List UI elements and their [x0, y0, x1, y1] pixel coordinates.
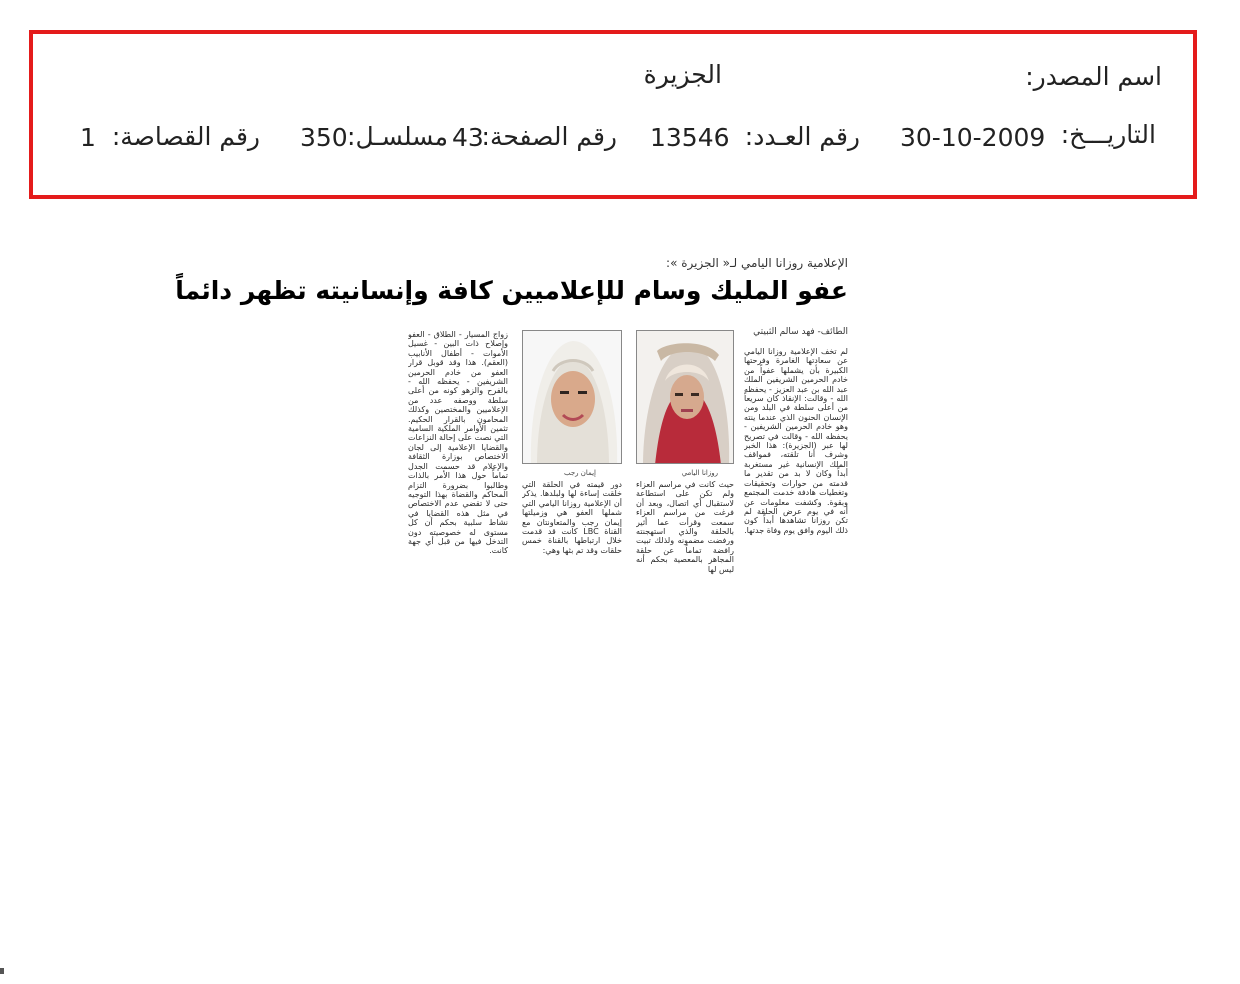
source-label: اسم المصدر:	[1025, 62, 1162, 91]
page-label: رقم الصفحة:	[481, 122, 617, 151]
clip-value: 1	[80, 123, 96, 152]
clip-label: رقم القصاصة:	[111, 122, 260, 151]
portrait-eman-image	[523, 331, 622, 464]
date-label: التاريـــخ:	[1060, 120, 1156, 149]
issue-label: رقم العـدد:	[744, 122, 860, 151]
newspaper-clipping	[175, 250, 848, 580]
article-headline: عفو المليك وسام للإعلاميين كافة وإنسانيته تظهر دائماً	[175, 276, 848, 305]
photo-eman	[522, 330, 622, 464]
source-value: الجزيرة	[643, 60, 722, 89]
page-corner-mark	[0, 968, 4, 974]
serial-value: 350	[300, 123, 348, 152]
article-column-2: حيث كانت في مراسم العزاء ولم تكن على استطاعة لاستقبال أي اتصال، وبعد أن فرغت من مراسم العزاء سمعت وقرأت عما أثير بالحلقة والذي استهجنته ورفضت مضمونه ولذلك تبيت رافضة تماماً عن حلقة المجاهر بالمعصية بحكم أنه ليس لها	[636, 480, 734, 574]
issue-value: 13546	[650, 123, 730, 152]
date-value: 30-10-2009	[900, 123, 1046, 152]
article-column-1: لم تخف الإعلامية روزانا اليامي عن سعادتها الغامرة وفرحتها الكبيرة بأن يشملها عفواً من خادم الحرمين الشريفين الملك عبد الله بن عبد العزيز - يحفظه الله - وقالت: الإنقاذ كان سريعاً من أعلى سلطة في البلد ومن الإنسان الحنون الذي عندما ينته وهو خادم الحرمين الشريفين - يحفظه الله - وقالت في تصريح لها عبر (الجزيرة): هذا الخبر وشرف أنا تلقته، فمواقف الملك الإنسانية غير مستغربة أبداً وكان لا بد من تقدير ما قدمته من حوارات وتحقيقات وتغطيات هادفة خدمت المجتمع وبقوة. وكشفت معلومات عن أنه في يوم عرض الحلقة لم تكن روزانا تشاهدها أبداً كون ذلك اليوم وافق يوم وفاة جدتها.	[744, 347, 848, 535]
portrait-rozana-image	[637, 331, 734, 464]
article-byline: الطائف- فهد سالم الثبيتي	[753, 327, 848, 337]
photo-rozana-caption: روزانا اليامي	[681, 469, 718, 477]
article-column-3: دور قيمته في الحلقة التي خلقت إساءة لها ولبلدها. يذكر أن الإعلامية روزانا اليامي التي شملها العفو هي وزميلتها إيمان رجب والمتعاونتان مع القناة LBC كانت قد قدمت خلال ارتباطها بالقناة خمس حلقات وقد تم بثها وهي:	[522, 480, 622, 555]
photo-eman-caption: إيمان رجب	[563, 469, 596, 477]
photo-rozana	[636, 330, 734, 464]
page-value: 43	[452, 123, 484, 152]
article-column-4: زواج المسيار - الطلاق - العفو وإصلاح ذات البين - غسيل الأموات - أطفال الأنابيب (العقم). هذا وقد قوبل قرار العفو من خادم الحرمين الشريفين - يحفظه الله - بالفرح والزهو كونه من أعلى سلطة ووصفه عدد من الإعلاميين والمختصين وكذلك المحامون بالقرار الحكيم. تثمين الأوامر الملكية السامية التي نصت على إحالة النزاعات والقضايا الإعلامية إلى لجان الاختصاص بوزارة الثقافة والإعلام قد حسمت الجدل تماماً حول هذا الأمر بالذات وطالبوا بضرورة التزام المحاكم والقضاة بهذا التوجيه حتى لا تقضي عدم الاختصاص في مثل هذه القضايا في نشاط سلبية بحكم أن كل مستوى له خصوصيته دون التدخل فيها من قبل أي جهة كانت.	[408, 330, 508, 556]
serial-label: مسلسـل:	[347, 122, 448, 151]
article-kicker: الإعلامية روزانا اليامي لـ« الجزيرة »:	[666, 256, 848, 270]
source-info-box	[29, 30, 1197, 199]
